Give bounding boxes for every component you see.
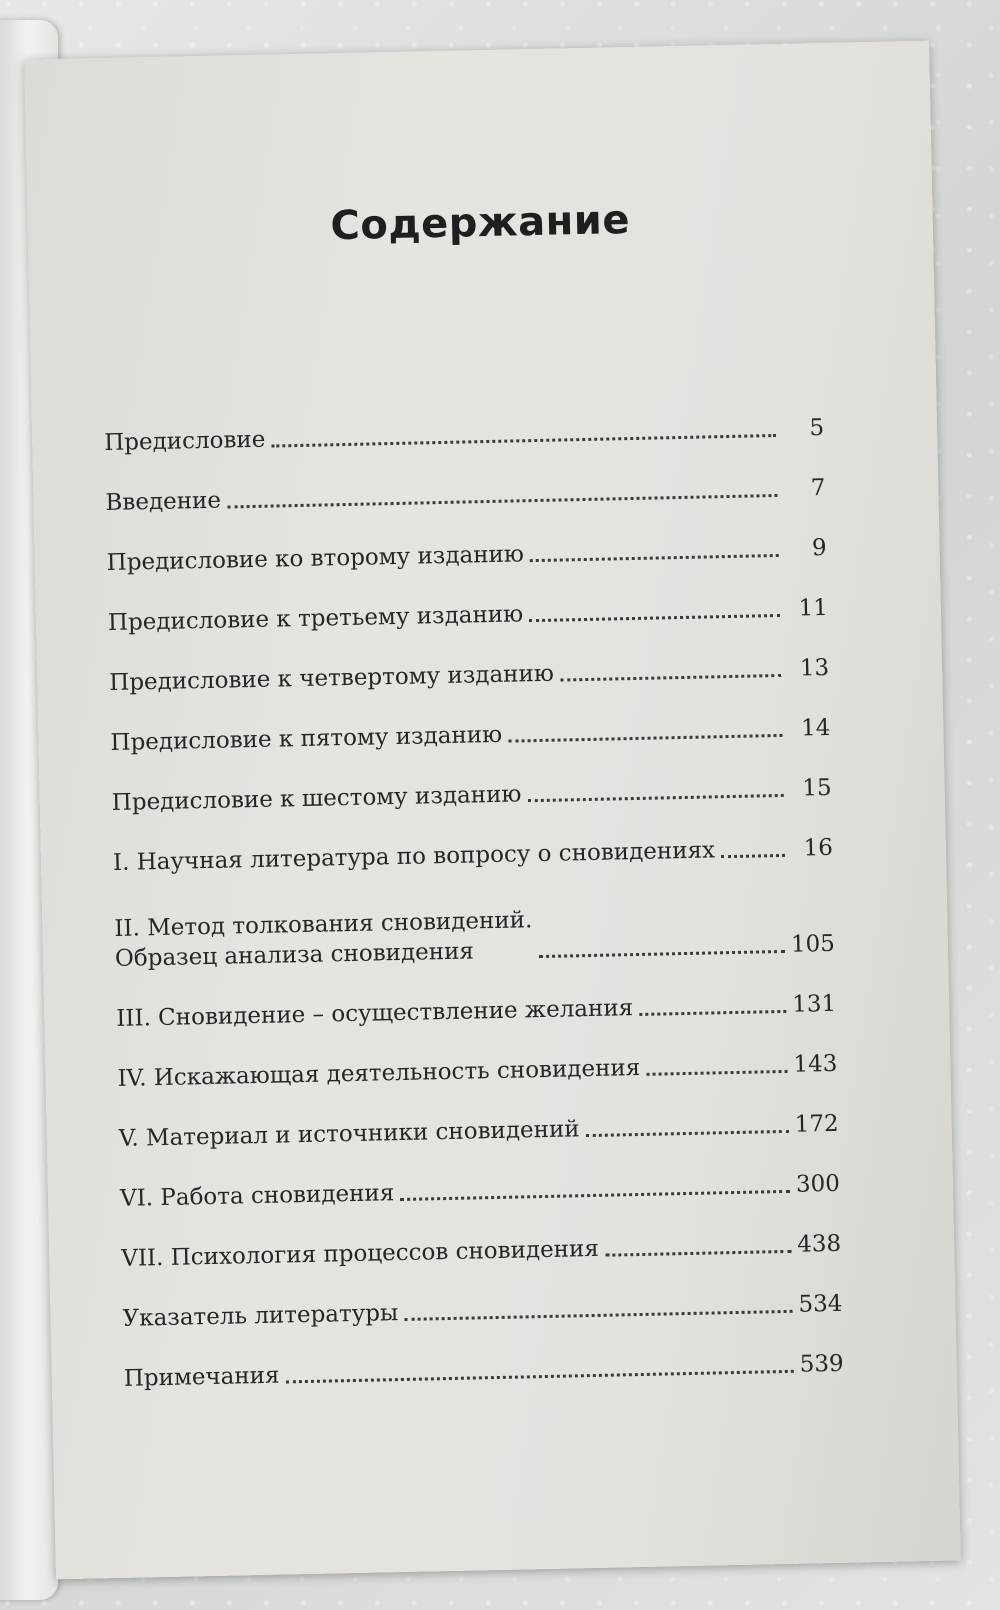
toc-page-number: 14 bbox=[800, 714, 831, 742]
toc-page-number: 105 bbox=[790, 930, 836, 958]
toc-leader-dots bbox=[529, 614, 780, 622]
toc-page-number: 13 bbox=[799, 654, 830, 682]
toc-page-number: 539 bbox=[799, 1350, 844, 1378]
toc-page-number: 5 bbox=[809, 414, 825, 442]
toc-page-number: 11 bbox=[798, 594, 829, 622]
toc-entry-title: Предисловие к пятому изданию bbox=[110, 721, 503, 756]
toc-leader-dots bbox=[646, 1070, 787, 1076]
toc-entry-title: IV. Искажающая деятельность сновидения bbox=[117, 1054, 641, 1092]
toc-entry-title: VII. Психология процессов сновидения bbox=[121, 1235, 600, 1272]
toc-leader-dots bbox=[508, 734, 782, 743]
toc-leader-dots bbox=[539, 950, 785, 958]
toc-page-number: 16 bbox=[803, 834, 834, 862]
toc-entry-title: Примечания bbox=[123, 1362, 280, 1392]
toc-page-number: 131 bbox=[791, 990, 837, 1018]
toc-entry-title: II. Метод толкования сновидений. bbox=[114, 907, 533, 942]
toc-leader-dots bbox=[286, 1370, 794, 1384]
toc-entry-title-continued: Образец анализа сновидения bbox=[114, 938, 475, 972]
toc-page-number: 438 bbox=[796, 1230, 842, 1258]
toc-leader-dots bbox=[400, 1190, 790, 1201]
toc-page-number: 15 bbox=[802, 774, 832, 802]
toc-page-number: 143 bbox=[793, 1050, 838, 1078]
toc-entry-title: Указатель литературы bbox=[122, 1300, 399, 1332]
toc-page-number: 7 bbox=[810, 474, 826, 502]
toc-leader-dots bbox=[528, 794, 784, 802]
toc-leader-dots bbox=[560, 674, 781, 682]
toc-page-number: 534 bbox=[798, 1290, 843, 1318]
toc-leader-dots bbox=[639, 1010, 786, 1016]
toc-entry-title: Предисловие ко второму изданию bbox=[106, 541, 525, 577]
book-page bbox=[24, 41, 961, 1580]
page-title: Содержание bbox=[330, 196, 631, 250]
toc-entry-title: III. Сновидение – осуществление желания bbox=[116, 995, 634, 1032]
toc-entry bbox=[113, 863, 835, 974]
toc-entry-title-block bbox=[114, 905, 533, 974]
table-of-contents bbox=[103, 383, 844, 1394]
toc-entry-title: I. Научная литература по вопросу о сновидениях bbox=[112, 837, 716, 876]
toc-page-number: 172 bbox=[794, 1110, 839, 1138]
toc-leader-dots bbox=[586, 1130, 789, 1137]
toc-entry-title: Предисловие к четвертому изданию bbox=[108, 660, 555, 696]
toc-entry-title: VI. Работа сновидения bbox=[119, 1180, 395, 1212]
toc-leader-dots bbox=[605, 1250, 792, 1257]
toc-entry-title: Введение bbox=[105, 487, 222, 517]
toc-page-number: 9 bbox=[811, 534, 827, 562]
toc-leader-dots bbox=[404, 1310, 792, 1321]
toc-entry-title: Предисловие bbox=[103, 426, 266, 457]
toc-entry-title: Предисловие к третьему изданию bbox=[107, 601, 524, 637]
toc-entry-title: V. Материал и источники сновидений bbox=[118, 1116, 580, 1152]
toc-leader-dots bbox=[530, 554, 779, 562]
toc-leader-dots bbox=[721, 854, 785, 858]
toc-page-number: 300 bbox=[795, 1170, 841, 1198]
toc-entry-title: Предисловие к шестому изданию bbox=[111, 781, 522, 816]
